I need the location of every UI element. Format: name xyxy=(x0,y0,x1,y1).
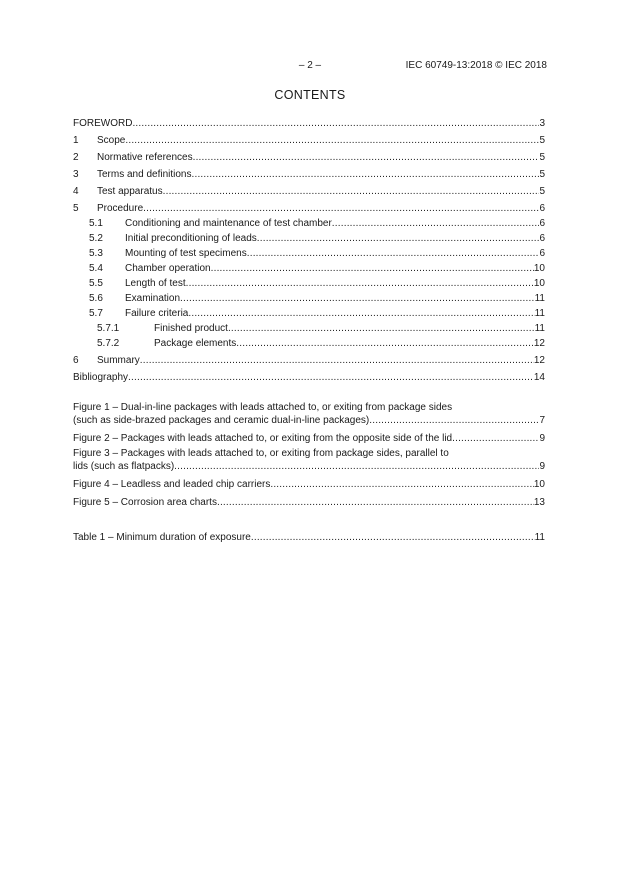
figure-entry-page: 9 xyxy=(539,461,545,472)
toc-entry-page: 5 xyxy=(539,169,545,180)
list-of-figures-entry-2[interactable] xyxy=(73,430,545,445)
toc-entry-text: Examination xyxy=(125,293,181,304)
toc-entry-text: Mounting of test specimens xyxy=(125,248,247,259)
toc-entry-number: 5.5 xyxy=(89,278,103,289)
toc-entry-5-7-2[interactable] xyxy=(73,335,545,350)
toc-entry-5-2[interactable] xyxy=(73,230,545,245)
toc-entry-page: 12 xyxy=(533,338,545,349)
toc-leader-dots xyxy=(163,185,540,198)
toc-leader-dots xyxy=(174,460,539,473)
contents-title: CONTENTS xyxy=(274,88,346,102)
toc-entry-text: Finished product xyxy=(154,323,228,334)
toc-entry-page: 6 xyxy=(539,248,545,259)
toc-entry-page: 5 xyxy=(539,152,545,163)
toc-entry-foreword[interactable] xyxy=(73,113,545,130)
toc-entry-5-4[interactable] xyxy=(73,260,545,275)
toc-entry-text: Conditioning and maintenance of test chamber xyxy=(125,218,332,229)
toc-entry-terms-and-definitions[interactable] xyxy=(73,164,545,181)
toc-entry-number: 5.6 xyxy=(89,293,103,304)
toc-leader-dots xyxy=(251,531,535,544)
figure-entry-line: (such as side-brazed packages and ceramic dual-in-line packages) xyxy=(73,415,370,426)
toc-entry-text: Package elements xyxy=(154,338,237,349)
figure-entry-line: Figure 5 – Corrosion area charts xyxy=(73,497,217,508)
toc-entry-page: 10 xyxy=(533,263,545,274)
toc-entry-page: 6 xyxy=(539,203,545,214)
toc-entry-number: 3 xyxy=(73,169,79,180)
toc-leader-dots xyxy=(257,232,540,245)
toc-entry-text: Test apparatus xyxy=(97,186,163,197)
list-of-figures-entry-1[interactable] xyxy=(73,402,545,427)
toc-leader-dots xyxy=(128,371,534,384)
toc-leader-dots xyxy=(143,202,539,215)
toc-leader-dots xyxy=(369,414,539,427)
toc-entry-page: 6 xyxy=(539,233,545,244)
toc-entry-5-6[interactable] xyxy=(73,290,545,305)
toc-entry-number: 5.2 xyxy=(89,233,103,244)
toc-entry-text: Summary xyxy=(97,355,140,366)
toc-entry-number: 5.3 xyxy=(89,248,103,259)
toc-entry-page: 5 xyxy=(539,135,545,146)
toc-entry-text: Length of test xyxy=(125,278,186,289)
toc-entry-page: 5 xyxy=(539,186,545,197)
list-of-figures-entry-3[interactable] xyxy=(73,448,545,473)
figure-entry-page: 10 xyxy=(533,479,545,490)
toc-entry-number: 5.7.1 xyxy=(97,323,120,334)
figure-entry-page: 9 xyxy=(539,433,545,444)
page-header xyxy=(0,59,620,73)
toc-entry-summary[interactable] xyxy=(73,350,545,367)
toc-entry-page: 11 xyxy=(534,308,545,319)
toc-entry-number: 5.1 xyxy=(89,218,103,229)
toc-entry-text: Normative references xyxy=(97,152,193,163)
figure-entry-line: Figure 4 – Leadless and leaded chip carriers xyxy=(73,479,271,490)
toc-leader-dots xyxy=(132,117,539,130)
list-of-figures-entry-4[interactable] xyxy=(73,476,545,491)
figure-entry-page: 13 xyxy=(533,497,545,508)
toc-entry-scope[interactable] xyxy=(73,130,545,147)
toc-entry-page: 3 xyxy=(539,118,545,129)
toc-entry-page: 11 xyxy=(534,293,545,304)
toc-leader-dots xyxy=(192,168,540,181)
toc-entry-text: Procedure xyxy=(97,203,144,214)
toc-entry-number: 1 xyxy=(73,135,79,146)
toc-leader-dots xyxy=(140,354,534,367)
toc-entry-text: Failure criteria xyxy=(125,308,189,319)
figure-entry-line: Figure 1 – Dual-in-line packages with leads attached to, or exiting from package sides xyxy=(73,402,453,413)
toc-entry-normative-references[interactable] xyxy=(73,147,545,164)
figure-entry-line: lids (such as flatpacks) xyxy=(73,461,175,472)
toc-entry-procedure[interactable] xyxy=(73,198,545,215)
page-number: – 2 – xyxy=(298,60,322,71)
document-identifier: IEC 60749-13:2018 © IEC 2018 xyxy=(405,60,547,71)
toc-leader-dots xyxy=(332,217,540,230)
toc-entry-page: 11 xyxy=(534,323,545,334)
table-entry-page: 11 xyxy=(534,532,545,543)
toc-entry-5-7[interactable] xyxy=(73,305,545,320)
toc-entry-number: 5.4 xyxy=(89,263,103,274)
figure-entry-line: Figure 3 – Packages with leads attached to, or exiting from package sides, parallel to xyxy=(73,448,449,459)
toc-entry-text: Terms and definitions xyxy=(97,169,192,180)
toc-entry-5-1[interactable] xyxy=(73,215,545,230)
toc-leader-dots xyxy=(452,432,539,445)
toc-leader-dots xyxy=(125,134,539,147)
toc-entry-number: 2 xyxy=(73,152,79,163)
toc-entry-5-3[interactable] xyxy=(73,245,545,260)
toc-entry-5-5[interactable] xyxy=(73,275,545,290)
table-of-contents xyxy=(73,113,545,544)
toc-leader-dots xyxy=(193,151,540,164)
toc-leader-dots xyxy=(236,337,534,350)
toc-entry-text: Bibliography xyxy=(73,372,129,383)
list-of-figures-entry-5[interactable] xyxy=(73,494,545,509)
toc-entry-number: 5.7.2 xyxy=(97,338,120,349)
toc-entry-text: Scope xyxy=(97,135,126,146)
toc-entry-text: Chamber operation xyxy=(125,263,211,274)
toc-entry-number: 6 xyxy=(73,355,79,366)
list-of-tables-entry-1[interactable] xyxy=(73,529,545,544)
toc-leader-dots xyxy=(228,322,535,335)
figure-entry-line: Figure 2 – Packages with leads attached to, or exiting from the opposite side of the lid xyxy=(73,433,453,444)
toc-leader-dots xyxy=(211,262,534,275)
toc-entry-page: 10 xyxy=(533,278,545,289)
toc-leader-dots xyxy=(180,292,535,305)
toc-entry-test-apparatus[interactable] xyxy=(73,181,545,198)
toc-entry-text: FOREWORD xyxy=(73,118,133,129)
toc-entry-bibliography[interactable] xyxy=(73,367,545,384)
toc-entry-page: 6 xyxy=(539,218,545,229)
toc-entry-page: 14 xyxy=(533,372,545,383)
toc-entry-number: 4 xyxy=(73,186,79,197)
toc-leader-dots xyxy=(186,277,534,290)
toc-leader-dots xyxy=(270,478,534,491)
figure-entry-page: 7 xyxy=(539,415,545,426)
toc-leader-dots xyxy=(217,496,534,509)
toc-entry-number: 5.7 xyxy=(89,308,103,319)
toc-entry-page: 12 xyxy=(533,355,545,366)
toc-leader-dots xyxy=(188,307,534,320)
table-entry-text: Table 1 – Minimum duration of exposure xyxy=(73,532,251,543)
toc-entry-text: Initial preconditioning of leads xyxy=(125,233,257,244)
toc-leader-dots xyxy=(247,247,540,260)
toc-entry-5-7-1[interactable] xyxy=(73,320,545,335)
toc-entry-number: 5 xyxy=(73,203,79,214)
